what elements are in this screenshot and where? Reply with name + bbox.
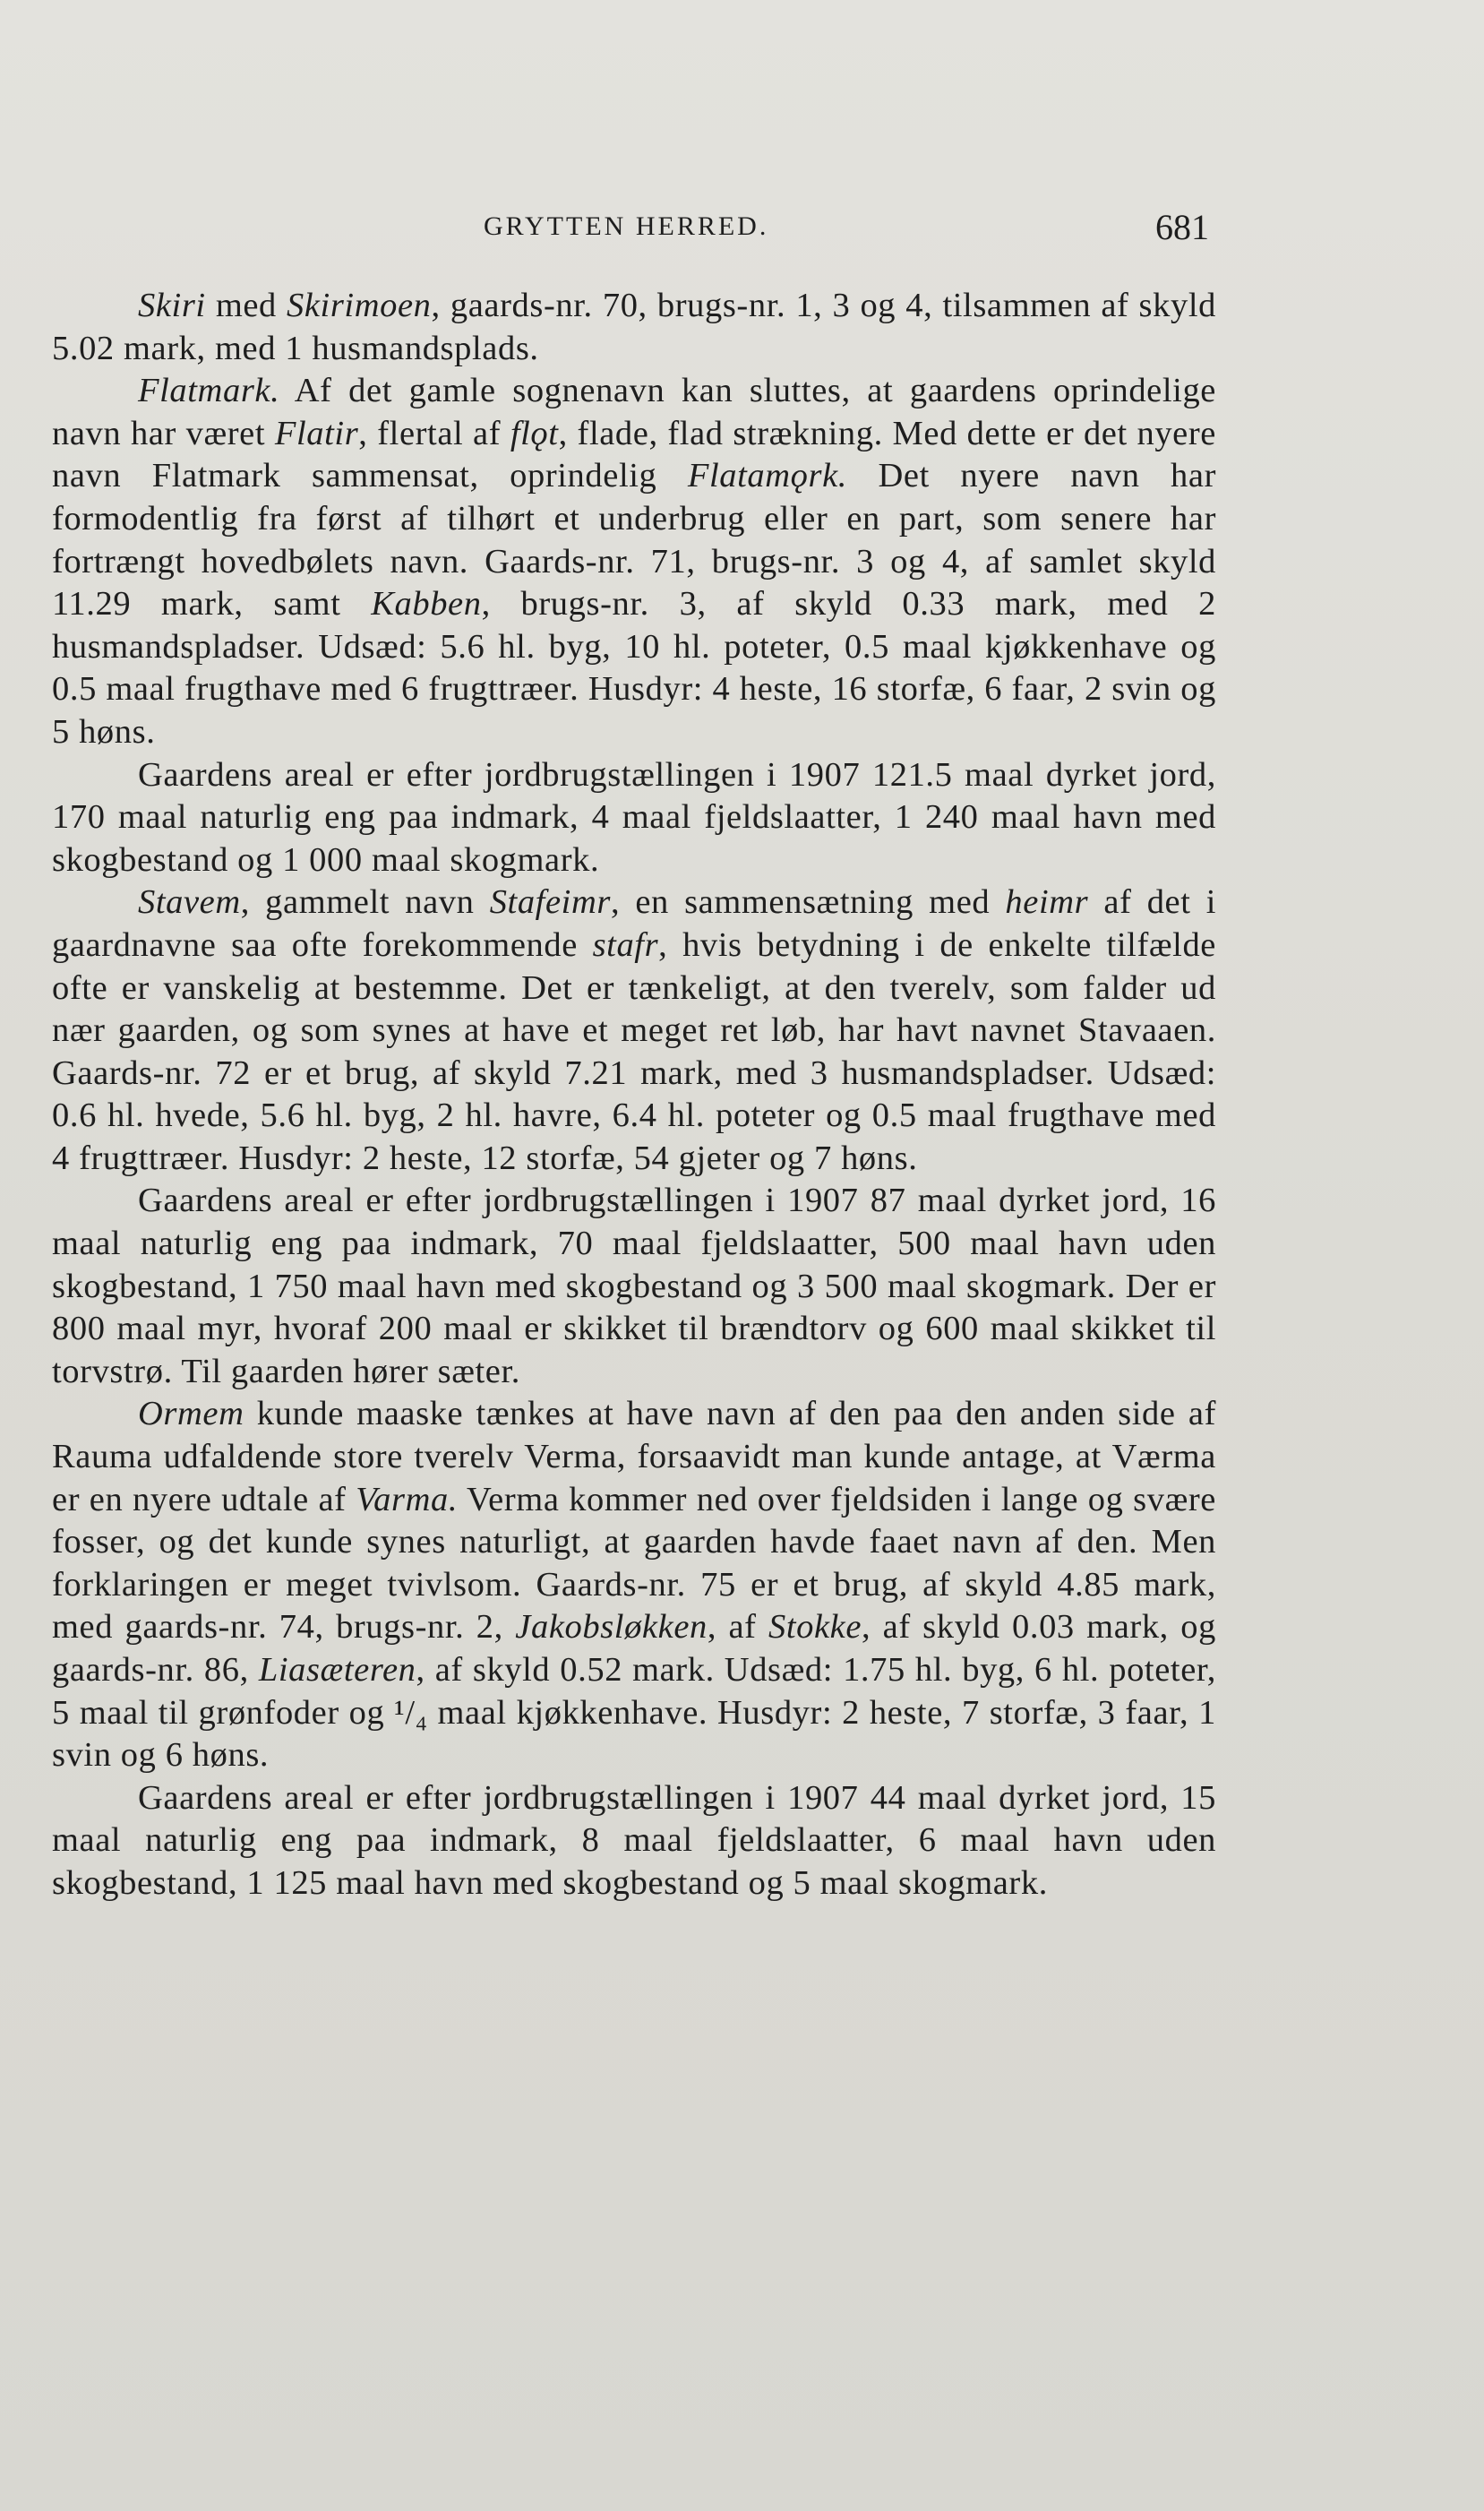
text-run: , af bbox=[707, 1608, 768, 1647]
paragraph-stavem bbox=[52, 881, 1216, 1180]
italic-term: Skiri bbox=[138, 287, 206, 324]
page-header bbox=[0, 207, 1484, 256]
paragraph-flatmark bbox=[52, 370, 1216, 753]
text-run: Verma kommer ned over fjeldsiden i lange og svære fosser, og det kunde synes naturligt, at gaarden havde faaet navn af den. Men forklaringen er meget tvivlsom. Gaards-nr. 75 er et brug, af skyld 4.85 mark, med gaards-nr. 74, brugs-nr. 2, bbox=[52, 1480, 1216, 1647]
text-run: med bbox=[205, 287, 287, 324]
text-run: Det nyere navn har formodentlig fra først af tilhørt et underbrug eller en part, som senere har fortrængt hovedbølets navn. Gaards-nr. 71, brugs-nr. 3 og 4, af samlet skyld 11.29 mark, samt bbox=[52, 457, 1216, 623]
paragraph-flatmark-areal bbox=[52, 754, 1216, 882]
italic-term: Liasæteren bbox=[258, 1651, 416, 1689]
italic-term: Ormem bbox=[138, 1395, 244, 1433]
paragraph-ormem bbox=[52, 1393, 1216, 1776]
italic-term: Flatir bbox=[274, 414, 359, 452]
italic-term: Stavem bbox=[138, 883, 241, 922]
text-run: , gaards-nr. 70, brugs-nr. 1, 3 og 4, tilsammen af skyld 5.02 mark, med 1 husmandsplads. bbox=[52, 287, 1216, 367]
text-run: , flertal af bbox=[358, 414, 510, 452]
paragraph-ormem-areal bbox=[52, 1777, 1216, 1905]
text-run: Gaardens areal er efter jordbrugstællingen i 1907 44 maal dyrket jord, 15 maal naturlig eng paa indmark, 8 maal fjeldslaatter, 6 maal havn uden skogbestand, 1 125 maal havn med skogbestand og 5 maal skogmark. bbox=[52, 1778, 1216, 1902]
text-run: , gammelt navn bbox=[240, 883, 490, 922]
paragraph-skiri bbox=[52, 285, 1216, 370]
text-run: kunde maaske tænkes at have navn af den paa den anden side af Rauma udfaldende store tverelv Verma, forsaavidt man kunde antage, at Værma er en nyere udtale af bbox=[52, 1395, 1216, 1518]
text-run: , af skyld 0.52 mark. Udsæd: 1.75 hl. byg, 6 hl. poteter, 5 maal til grønfoder og ¹/₄ maal kjøkkenhave. Husdyr: 2 heste, 7 storfæ, 3 faar, 1 svin og 6 høns. bbox=[52, 1651, 1217, 1775]
text-run: , brugs-nr. 3, af skyld 0.33 mark, med 2 husmandspladser. Udsæd: 5.6 hl. byg, 10 hl. poteter, 0.5 maal kjøkkenhave og 0.5 maal frugthave med 6 frugttræer. Husdyr: 4 heste, 16 storfæ, 6 faar, 2 svin og 5 høns. bbox=[52, 585, 1216, 751]
text-run: Gaardens areal er efter jordbrugstællingen i 1907 121.5 maal dyrket jord, 170 maal naturlig eng paa indmark, 4 maal fjeldslaatter, 1 240 maal havn med skogbestand og 1 000 maal skogmark. bbox=[52, 755, 1216, 879]
text-run: , af skyld 0.03 mark, og gaards-nr. 86, bbox=[52, 1608, 1216, 1689]
body-text bbox=[52, 285, 1216, 1905]
italic-term: Skirimoen bbox=[287, 287, 432, 324]
italic-term: Kabben bbox=[371, 585, 482, 623]
italic-term: heimr bbox=[1005, 883, 1089, 922]
paragraph-stavem-areal bbox=[52, 1180, 1216, 1393]
text-run: , flade, flad strækning. Med dette er det nyere navn Flatmark sammensat, oprindelig bbox=[52, 414, 1216, 495]
text-run: , en sammensætning med bbox=[610, 883, 1006, 922]
italic-term: Flatmark. bbox=[138, 372, 280, 410]
italic-term: Stafeimr bbox=[489, 883, 611, 922]
italic-term: Jakobsløkken bbox=[515, 1608, 708, 1647]
text-run: af det i gaardnavne saa ofte forekommende bbox=[52, 883, 1216, 964]
italic-term: stafr bbox=[592, 925, 659, 964]
italic-term: Flatamǫrk. bbox=[687, 457, 848, 495]
page-number: 681 bbox=[1155, 207, 1209, 247]
italic-term: flǫt bbox=[510, 414, 559, 452]
text-run: Gaardens areal er efter jordbrugstællingen i 1907 87 maal dyrket jord, 16 maal naturlig eng paa indmark, 70 maal fjeldslaatter, 500 maal havn uden skogbestand, 1 750 maal havn med skogbestand og 3 500 maal skogmark. Der er 800 maal myr, hvoraf 200 maal er skikket til brændtorv og 600 maal skikket til torvstrø. Til gaarden hører sæter. bbox=[52, 1182, 1216, 1390]
text-run: Af det gamle sognenavn kan sluttes, at gaardens oprindelige navn har været bbox=[52, 372, 1216, 452]
italic-term: Stokke bbox=[768, 1608, 862, 1647]
running-title: GRYTTEN HERRED. bbox=[484, 211, 769, 241]
text-run: , hvis betydning i de enkelte tilfælde ofte er vanskelig at bestemme. Det er tænkeligt, at den tverelv, som falder ud nær gaarden, og som synes at have et meget ret løb, har havt navnet Stavaaen. Gaards-nr. 72 er et brug, af skyld 7.21 mark, med 3 husmandspladser. Udsæd: 0.6 hl. hvede, 5.6 hl. byg, 2 hl. havre, 6.4 hl. poteter og 0.5 maal frugthave med 4 frugttræer. Husdyr: 2 heste, 12 storfæ, 54 gjeter og 7 høns. bbox=[52, 925, 1216, 1177]
italic-term: Varma. bbox=[356, 1480, 459, 1518]
